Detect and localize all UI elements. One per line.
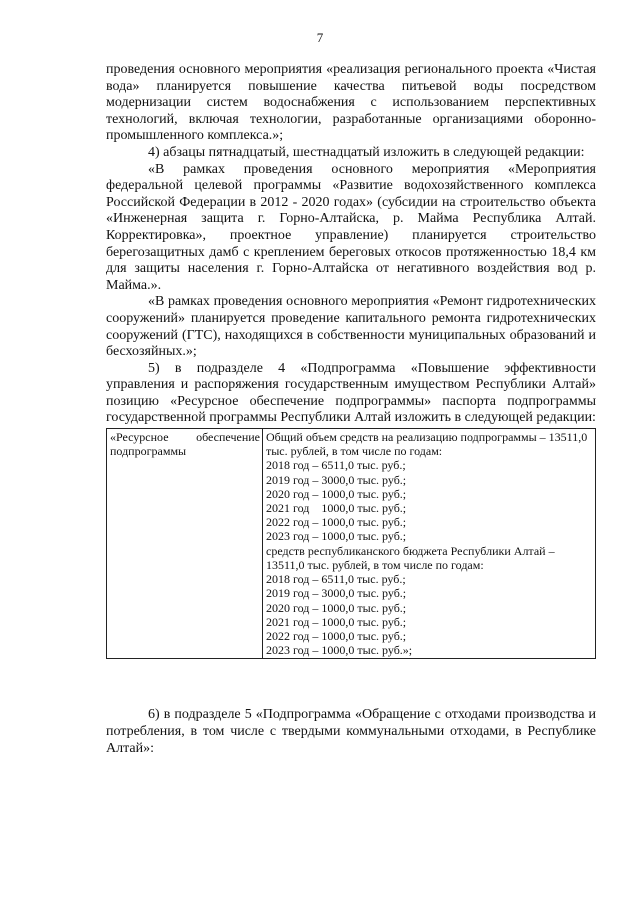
table-line: 2022 год – 1000,0 тыс. руб.; (266, 515, 407, 530)
table-line: 2023 год – 1000,0 тыс. руб.»; (266, 643, 413, 658)
paragraph: 5) в подразделе 4 «Подпрограмма «Повышение эффективности управления и распоряжения государственным имуществом Республики Алтай» позицию «Ресурсное обеспечение подпрограммы» паспорта подпрограммы государственной программы Республики Алтай изложить в следующей редакции: (106, 360, 596, 426)
paragraph: «В рамках проведения основного мероприятия «Мероприятия федеральной целевой программы «Развитие водохозяйственного комплекса Российской Федерации в 2012 - 2020 годах» (субсидии на строительство объекта «Инженерная защита г. Горно-Алтайска, р. Майма Республика Алтай. Корректировка», проектное управление) планируется строительство берегозащитных дамб с креплением береговых откосов протяженностью 18,4 км для защиты населения г. Горно-Алтайска от негативного воздействия вод р. Майма.». (106, 161, 596, 293)
table-line: 2023 год – 1000,0 тыс. руб.; (266, 529, 407, 544)
table-line: Общий объем средств на реализацию подпрограммы – 13511,0 тыс. рублей, в том числе по годам: (266, 430, 591, 459)
table-line: 2021 год – 1000,0 тыс. руб.; (266, 614, 407, 629)
table-line: 2018 год – 6511,0 тыс. руб.; (266, 458, 406, 473)
paragraph: 6) в подразделе 5 «Подпрограмма «Обращение с отходами производства и потребления, в том числе с твердыми коммунальными отходами, в Республике Алтай»: (106, 707, 596, 756)
table-line: 2020 год – 1000,0 тыс. руб.; (266, 600, 407, 615)
paragraph: 4) абзацы пятнадцатый, шестнадцатый изложить в следующей редакции: (148, 144, 585, 160)
page-number: 7 (316, 30, 324, 45)
table-row (107, 429, 596, 659)
table-line: 2018 год – 6511,0 тыс. руб.; (266, 572, 406, 587)
paragraph: проведения основного мероприятия «реализация регионального проекта «Чистая вода» планируется повышение качества питьевой воды посредством модернизации систем водоснабжения с использованием перспективных технологий, включая технологии, разработанные организациями оборонно-промышленного комплекса.»; (106, 62, 596, 144)
resource-table (106, 428, 596, 659)
table-cell-value (263, 429, 596, 659)
table-line: 2022 год – 1000,0 тыс. руб.; (266, 628, 407, 643)
paragraph: «В рамках проведения основного мероприятия «Ремонт гидротехнических сооружений» планируется проведение капитального ремонта гидротехнических сооружений (ГТС), находящихся в собственности муниципальных образований и бесхозяйных.»; (106, 294, 596, 360)
table-line: средств республиканского бюджета Республики Алтай – 13511,0 тыс. рублей, в том числе по годам: (266, 543, 558, 572)
table-cell-label: «Ресурсное обеспечение подпрограммы (107, 429, 263, 659)
table-line: 2019 год – 3000,0 тыс. руб.; (266, 586, 407, 601)
table-line: 2021 год 1000,0 тыс. руб.; (266, 501, 407, 516)
table-line: 2020 год – 1000,0 тыс. руб.; (266, 486, 407, 501)
table-line: 2019 год – 3000,0 тыс. руб.; (266, 472, 407, 487)
document-body (106, 62, 596, 757)
